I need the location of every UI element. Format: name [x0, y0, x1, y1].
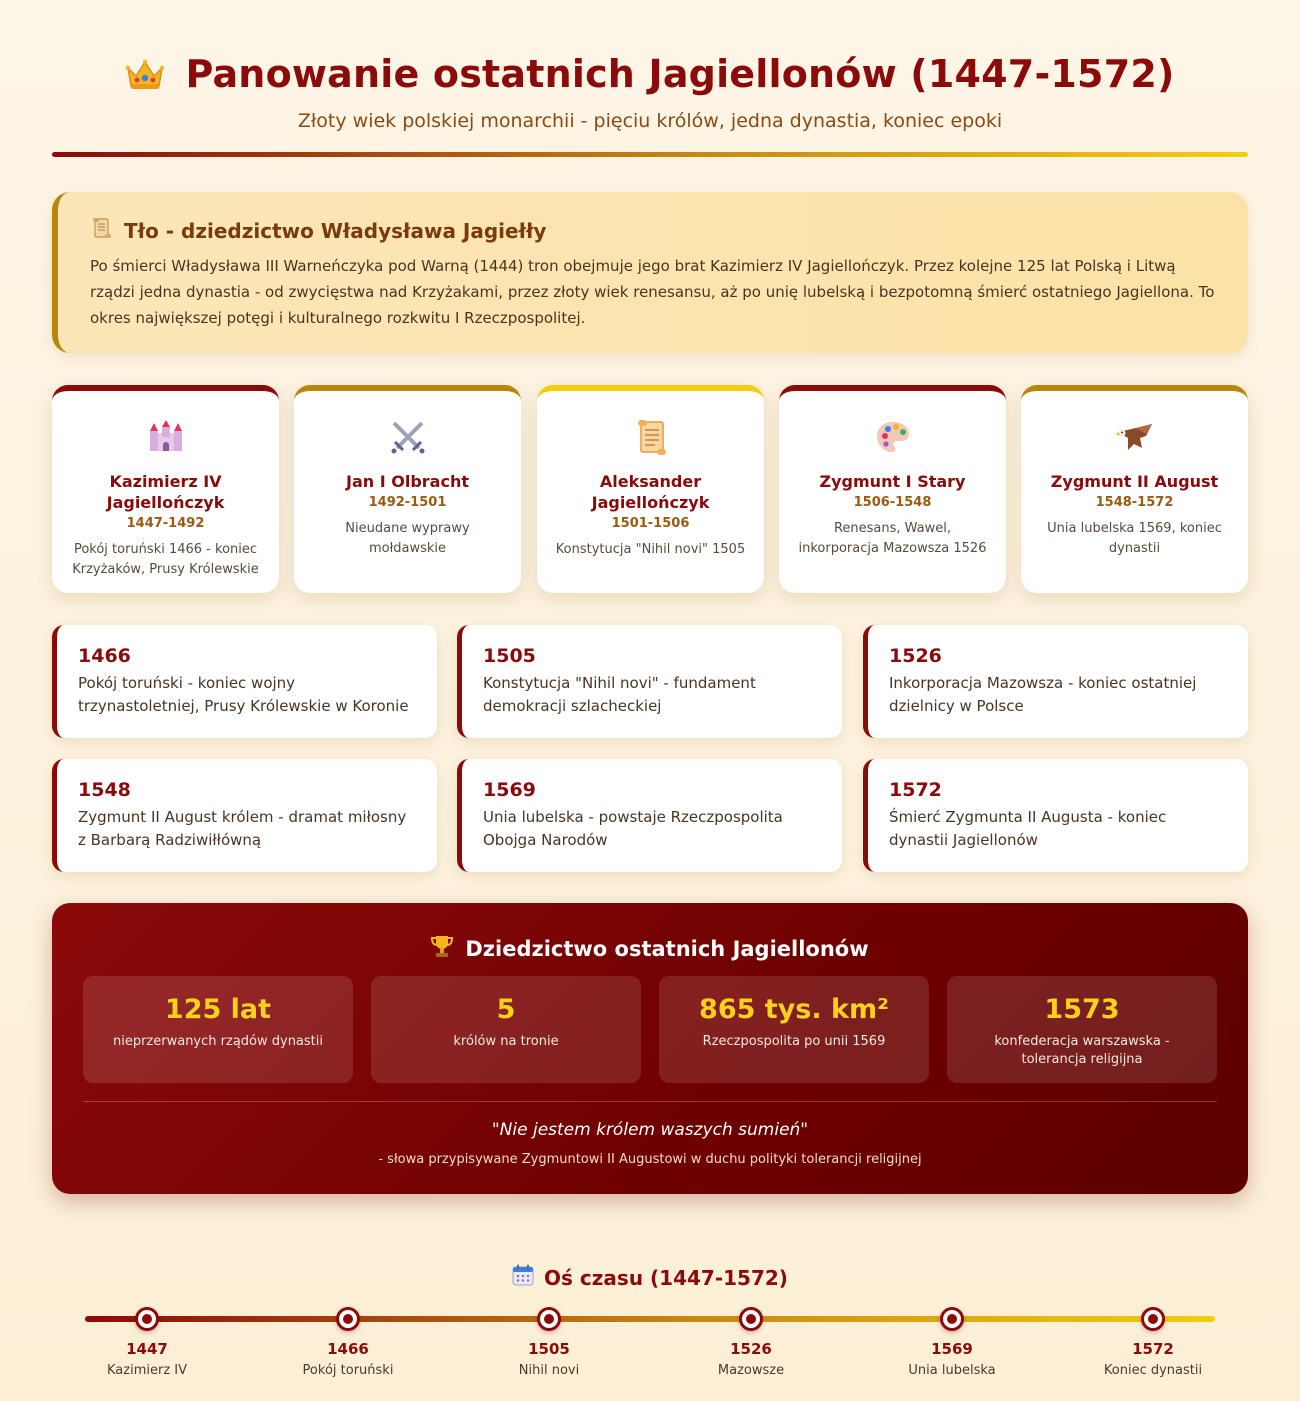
- event-card: [863, 625, 1248, 738]
- timeline-year: 1569: [931, 1340, 973, 1358]
- stat-value: 865 tys. km²: [699, 994, 889, 1025]
- event-year: 1526: [889, 645, 942, 667]
- crossed-swords-icon: [294, 415, 521, 459]
- king-name: Zygmunt II August: [1050, 472, 1219, 491]
- timeline-line: [85, 1316, 1215, 1322]
- scroll-icon: [90, 216, 114, 245]
- legacy-panel: [52, 903, 1248, 1194]
- page-title-row: [0, 52, 1300, 96]
- stat-label: Rzeczpospolita po unii 1569: [702, 1034, 886, 1049]
- event-text: Pokój toruński - koniec wojny trzynastoletniej, Prusy Królewskie w Koronie: [78, 674, 409, 715]
- king-years: 1548-1572: [1095, 495, 1174, 510]
- timeline-point: [77, 1307, 217, 1378]
- timeline-label: Kazimierz IV: [107, 1363, 187, 1378]
- stat-value: 5: [496, 994, 516, 1025]
- event-card: [457, 625, 842, 738]
- background-title: Tło - dziedzictwo Władysława Jagiełły: [124, 218, 547, 243]
- stat-label: nieprzerwanych rządów dynastii: [112, 1034, 323, 1049]
- stat-box: [371, 976, 641, 1083]
- timeline-year: 1505: [528, 1340, 570, 1358]
- event-text: Zygmunt II August królem - dramat miłosny z Barbarą Radziwiłłówną: [78, 808, 407, 849]
- page-title: Panowanie ostatnich Jagiellonów (1447-1572): [185, 52, 1175, 96]
- palette-icon: [779, 415, 1006, 459]
- stat-label: królów na tronie: [453, 1034, 559, 1049]
- crown-icon: [125, 57, 165, 91]
- timeline-point: [278, 1307, 418, 1378]
- king-years: 1501-1506: [611, 516, 690, 531]
- background-card: [52, 192, 1248, 353]
- king-card: [52, 385, 279, 593]
- timeline-point: [479, 1307, 619, 1378]
- king-name: Jan I Olbracht: [346, 472, 469, 491]
- kings-row: [52, 385, 1248, 593]
- king-desc: Unia lubelska 1569, koniec dynastii: [1047, 521, 1222, 556]
- trophy-icon: [431, 934, 453, 963]
- event-card: [457, 759, 842, 872]
- eagle-icon: [1021, 415, 1248, 459]
- legacy-divider: [83, 1101, 1217, 1102]
- event-card: [52, 625, 437, 738]
- timeline-dot: [537, 1307, 561, 1331]
- scroll-icon: [537, 415, 764, 459]
- page-subtitle: Złoty wiek polskiej monarchii - pięciu królów, jedna dynastia, koniec epoki: [297, 110, 1003, 132]
- king-desc: Nieudane wyprawy mołdawskie: [345, 521, 470, 556]
- king-card: [779, 385, 1006, 593]
- event-text: Śmierć Zygmunta II Augusta - koniec dynastii Jagiellonów: [889, 808, 1167, 849]
- calendar-icon: [512, 1264, 534, 1291]
- event-year: 1505: [483, 645, 536, 667]
- timeline-dot: [940, 1307, 964, 1331]
- legacy-title: Dziedzictwo ostatnich Jagiellonów: [465, 936, 869, 961]
- event-text: Unia lubelska - powstaje Rzeczpospolita Obojga Narodów: [483, 808, 783, 849]
- stat-value: 1573: [1044, 994, 1120, 1025]
- timeline-point: [882, 1307, 1022, 1378]
- background-title-row: [90, 216, 1216, 245]
- king-name: Aleksander Jagiellończyk: [591, 472, 710, 512]
- stat-box: [659, 976, 929, 1083]
- timeline-dot: [336, 1307, 360, 1331]
- timeline-dot: [1141, 1307, 1165, 1331]
- stat-box: [947, 976, 1217, 1083]
- timeline-label: Mazowsze: [717, 1363, 785, 1378]
- king-desc: Pokój toruński 1466 - koniec Krzyżaków, Prusy Królewskie: [72, 542, 259, 577]
- legacy-quote: "Nie jestem królem waszych sumień": [491, 1120, 809, 1140]
- page-header: [0, 0, 1300, 132]
- legacy-quote-source: - słowa przypisywane Zygmuntowi II Augustowi w duchu polityki tolerancji religijnej: [378, 1152, 922, 1167]
- header-divider: [52, 152, 1248, 157]
- timeline-point: [681, 1307, 821, 1378]
- castle-icon: [52, 415, 279, 459]
- timeline-label: Koniec dynastii: [1103, 1363, 1203, 1378]
- stat-value: 125 lat: [164, 994, 272, 1025]
- king-years: 1506-1548: [853, 495, 932, 510]
- king-desc: Konstytucja "Nihil novi" 1505: [555, 542, 746, 557]
- event-year: 1548: [78, 779, 131, 801]
- timeline-label: Pokój toruński: [302, 1363, 394, 1378]
- background-text: Po śmierci Władysława III Warneńczyka pod Warną (1444) tron obejmuje jego brat Kazimierz IV Jagiellończyk. Przez kolejne 125 lat Polską i Litwą rządzi jedna dynastia - od zwycięstwa nad Krzyżakami, przez złoty wiek renesansu, aż po unię lubelską i bezpotomną śmierć ostatniego Jagiellona. To okres największej potęgi i kulturalnego rozkwitu I Rzeczpospolitej.: [90, 257, 1215, 327]
- king-name: Zygmunt I Stary: [819, 472, 966, 491]
- event-year: 1569: [483, 779, 536, 801]
- timeline-year: 1447: [126, 1340, 168, 1358]
- stat-label: konfederacja warszawska - tolerancja religijna: [994, 1034, 1170, 1067]
- timeline-title: Oś czasu (1447-1572): [544, 1265, 788, 1290]
- timeline-title-row: [0, 1264, 1300, 1291]
- stats-row: [83, 976, 1217, 1083]
- timeline-year: 1526: [730, 1340, 772, 1358]
- king-card: [294, 385, 521, 593]
- king-years: 1447-1492: [126, 516, 205, 531]
- legacy-title-row: [52, 934, 1248, 963]
- timeline-dot: [135, 1307, 159, 1331]
- king-desc: Renesans, Wawel, inkorporacja Mazowsza 1526: [798, 521, 987, 556]
- king-name: Kazimierz IV Jagiellończyk: [106, 472, 225, 512]
- event-year: 1466: [78, 645, 131, 667]
- timeline-point: [1083, 1307, 1223, 1378]
- event-card: [863, 759, 1248, 872]
- timeline-year: 1572: [1132, 1340, 1174, 1358]
- king-card: [1021, 385, 1248, 593]
- timeline-dot: [739, 1307, 763, 1331]
- event-text: Inkorporacja Mazowsza - koniec ostatniej dzielnicy w Polsce: [889, 674, 1197, 715]
- king-card: [537, 385, 764, 593]
- event-card: [52, 759, 437, 872]
- timeline-label: Unia lubelska: [908, 1363, 996, 1378]
- king-years: 1492-1501: [368, 495, 447, 510]
- timeline-year: 1466: [327, 1340, 369, 1358]
- timeline-label: Nihil novi: [518, 1363, 580, 1378]
- event-text: Konstytucja "Nihil novi" - fundament demokracji szlacheckiej: [483, 674, 756, 715]
- event-year: 1572: [889, 779, 942, 801]
- stat-box: [83, 976, 353, 1083]
